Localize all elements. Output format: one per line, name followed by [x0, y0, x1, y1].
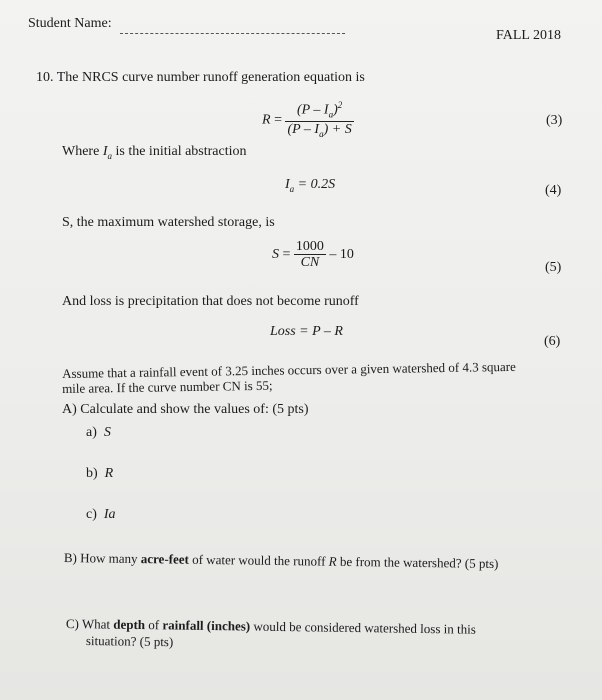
eq5-fraction: $\frac{1000}{CN}$ — [295, 239, 324, 270]
assume-line-1: Assume that a rainfall event of 3.25 inches occurs over a given watershed of 4.3 square — [62, 358, 516, 381]
question-intro-text: The NRCS curve number runoff generation equation is — [56, 70, 365, 85]
loss-text: And loss is precipitation that does not become runoff — [62, 294, 359, 309]
eq4-tag: (4) — [545, 183, 562, 198]
eq3-numerator: $(P - I_a)^2$ — [285, 98, 353, 122]
part-a-item-c: c) Ia — [86, 507, 116, 522]
where-ia-text: Where $I_a$ is the initial abstraction — [62, 144, 247, 161]
part-a-item-a: a) S — [86, 425, 111, 440]
equation-3 — [262, 98, 354, 142]
assume-line-2: mile area. If the curve number CN is 55; — [62, 377, 273, 396]
part-c-prompt-line-2: situation? (5 pts) — [85, 633, 174, 650]
eq6-tag: (6) — [544, 334, 561, 349]
part-b-prompt: B) How many acre-feet of water would the runoff R be from the watershed? (5 pts) — [63, 550, 499, 572]
question-number: 10. — [36, 70, 54, 85]
eq3-tag: (3) — [546, 113, 563, 128]
student-name-label: Student Name: — [28, 16, 112, 31]
eq3-equals: = — [274, 112, 282, 128]
term-label: FALL 2018 — [496, 28, 561, 43]
student-name-field[interactable] — [120, 33, 345, 34]
eq3-fraction — [285, 98, 353, 142]
equation-5: S = $\frac{1000}{CN}$ – 10 — [272, 239, 354, 270]
eq5-tag: (5) — [545, 260, 562, 275]
part-a-prompt: A) Calculate and show the values of: (5 pts) — [62, 402, 309, 417]
storage-text: S, the maximum watershed storage, is — [62, 215, 275, 230]
equation-4: $I_a = 0.2S$ — [285, 177, 336, 194]
eq3-denominator: $(P - I_a) + S$ — [287, 122, 352, 140]
part-a-item-b: b) R — [86, 466, 114, 481]
eq3-lhs: R — [262, 112, 271, 128]
equation-6: Loss = P – R — [270, 324, 343, 339]
question-intro — [36, 70, 365, 86]
part-c-prompt: C) What depth of rainfall (inches) would be considered watershed loss in this — [65, 616, 476, 637]
